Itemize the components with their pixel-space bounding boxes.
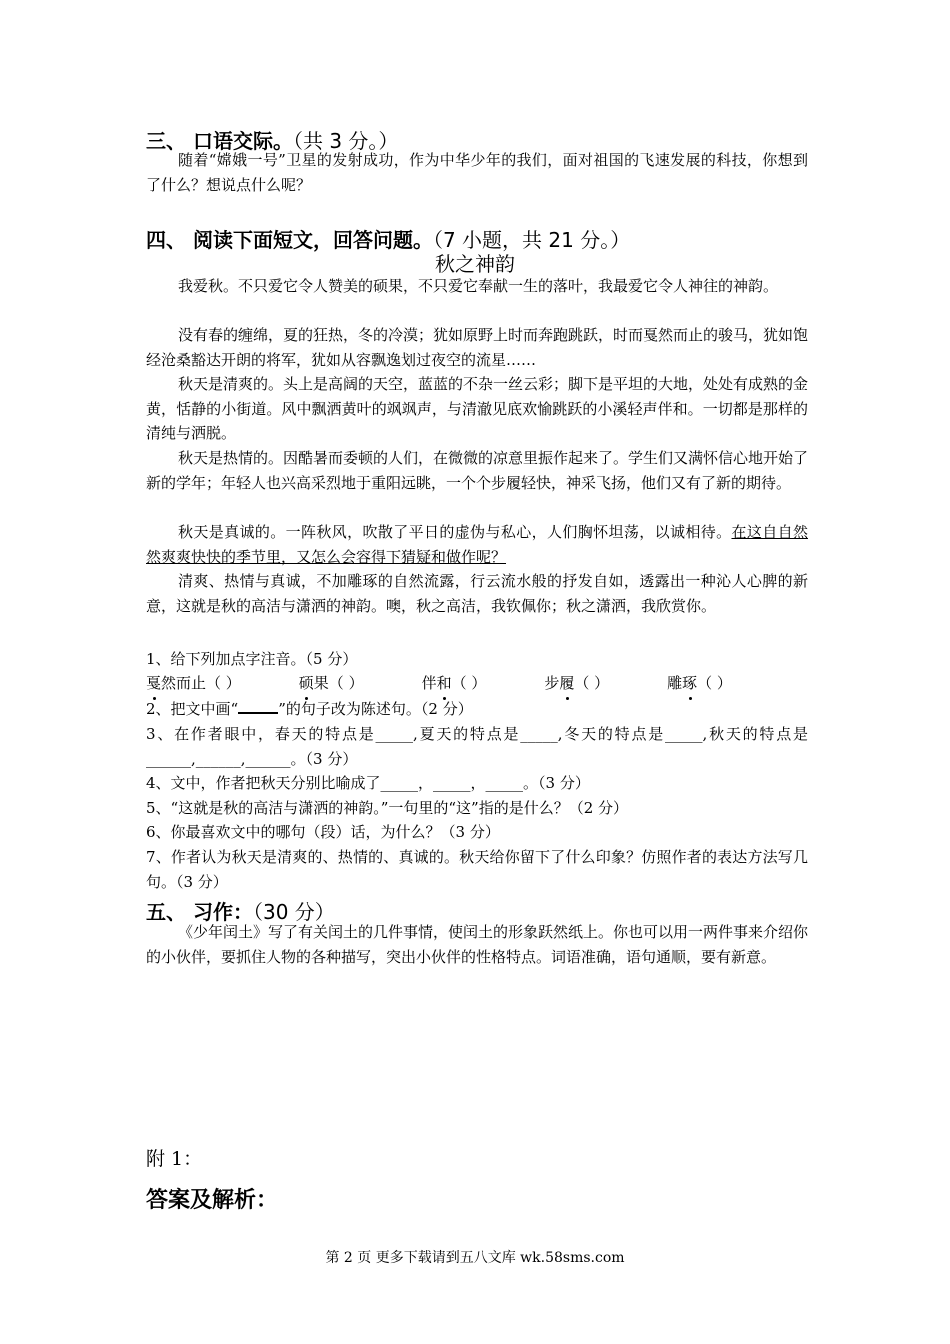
passage-title: 秋之神韵 (435, 252, 515, 276)
q1-word-2-rest: 果（ ） (313, 674, 364, 692)
passage-paragraph-4: 秋天是热情的。因酷暑而委顿的人们，在微微的凉意里振作起来了。学生们又满怀信心地开始了新的学年；年轻人也兴高采烈地于重阳远眺，一个个步履轻快，神采飞扬，他们又有了新的期待。 (146, 449, 809, 492)
appendix-label: 附 1： (146, 1148, 203, 1170)
q1-word-1-rest: 然而止（ ） (161, 674, 241, 692)
q1-word-4-pre: 步 (544, 674, 560, 692)
q1-word-1-dotted: 戛 (146, 671, 161, 696)
q1-word-5-pre: 雕 (667, 674, 683, 692)
underlined-sentence: 在这自自然然爽爽快快的季节里，又怎么会容得下猜疑和做作呢？ (146, 523, 808, 566)
passage-paragraph-1: 我爱秋。不只爱它令人赞美的硕果，不只爱它奉献一生的落叶，我最爱它令人神往的神韵。 (178, 277, 779, 295)
section4-heading-note: （7 小题，共 21 分。） (432, 228, 631, 252)
underline-mark (238, 698, 278, 714)
page-footer: 第 2 页 更多下载请到五八文库 wk.58sms.com (325, 1250, 625, 1266)
q1-word-1 (146, 671, 294, 696)
q1-word-3 (422, 671, 540, 696)
question-2-pre: 2、把文中画“ (146, 700, 239, 718)
q1-word-5-dotted: 琢 (682, 671, 697, 696)
q1-word-5 (667, 671, 777, 696)
passage-paragraph-5-text: 秋天是真诚的。一阵秋风，吹散了平日的虚伪与私心，人们胸怀坦荡，以诚相待。 (178, 523, 732, 541)
passage-paragraph-3: 秋天是清爽的。头上是高阔的天空，蓝蓝的不杂一丝云彩；脚下是平坦的大地，处处有成熟的金黄，恬静的小街道。风中飘洒黄叶的飒飒声，与清澈见底欢愉跳跃的小溪轻声伴和。一切都是那样的清纯与洒脱。 (146, 375, 809, 443)
answers-heading: 答案及解析： (146, 1188, 279, 1213)
question-4: 4、文中，作者把秋天分别比喻成了_____，_____，_____。（3 分） (146, 774, 590, 792)
question-3: 3、在作者眼中，春天的特点是_____,夏天的特点是_____,冬天的特点是_____,秋天的特点是______,______,______。（3 分） (146, 725, 808, 768)
question-6: 6、你最喜欢文中的哪句（段）话，为什么？（3 分） (146, 823, 500, 841)
q1-word-4 (544, 671, 662, 696)
q1-word-2-dotted: 硕 (299, 671, 314, 696)
section5-heading-note: （30 分） (252, 900, 335, 924)
question-2 (146, 697, 808, 722)
section3-heading-text: 三、 口语交际。 (146, 129, 293, 153)
q1-word-3-pre: 伴 (421, 674, 437, 692)
question-2-post: ”的句子改为陈述句。（2 分） (278, 700, 473, 718)
q1-word-2 (299, 671, 417, 696)
section3-heading-note: （共 3 分。） (292, 129, 399, 153)
question-7: 7、作者认为秋天是清爽的、热情的、真诚的。秋天给你留下了什么印象？仿照作者的表达方法写几句。（3 分） (146, 848, 808, 891)
q1-word-4-rest: （ ） (574, 674, 610, 692)
question-1-words (146, 671, 808, 696)
q1-word-5-rest: （ ） (697, 674, 732, 692)
q1-word-3-rest: （ ） (451, 674, 487, 692)
passage-paragraph-5 (146, 520, 808, 569)
section4-heading-text: 四、 阅读下面短文，回答问题。 (146, 228, 433, 252)
section5-prompt: 《少年闰土》写了有关闰土的几件事情，使闰土的形象跃然纸上。你也可以用一两件事来介绍你的小伙伴，要抓住人物的各种描写，突出小伙伴的性格特点。词语准确，语句通顺，要有新意。 (146, 923, 809, 966)
question-5: 5、“这就是秋的高洁与潇洒的神韵。”一句里的“这”指的是什么？（2 分） (146, 799, 629, 817)
q1-word-3-dotted: 和 (437, 671, 452, 696)
question-1-label: 1、给下列加点字注音。（5 分） (146, 650, 358, 668)
section5-heading-text: 五、 习作： (146, 900, 253, 924)
q1-word-4-dotted: 履 (559, 671, 574, 696)
section3-prompt: 随着“嫦娥一号”卫星的发射成功，作为中华少年的我们，面对祖国的飞速发展的科技，你想到了什么？想说点什么呢？ (146, 151, 808, 194)
passage-paragraph-6: 清爽、热情与真诚，不加雕琢的自然流露，行云流水般的抒发自如，透露出一种沁人心脾的新意，这就是秋的高洁与潇洒的神韵。噢，秋之高洁，我钦佩你；秋之潇洒，我欣赏你。 (146, 572, 808, 615)
passage-paragraph-2: 没有春的缠绵，夏的狂热，冬的冷漠；犹如原野上时而奔跑跳跃，时而戛然而止的骏马，犹如饱经沧桑豁达开朗的将军，犹如从容飘逸划过夜空的流星…… (146, 326, 809, 369)
